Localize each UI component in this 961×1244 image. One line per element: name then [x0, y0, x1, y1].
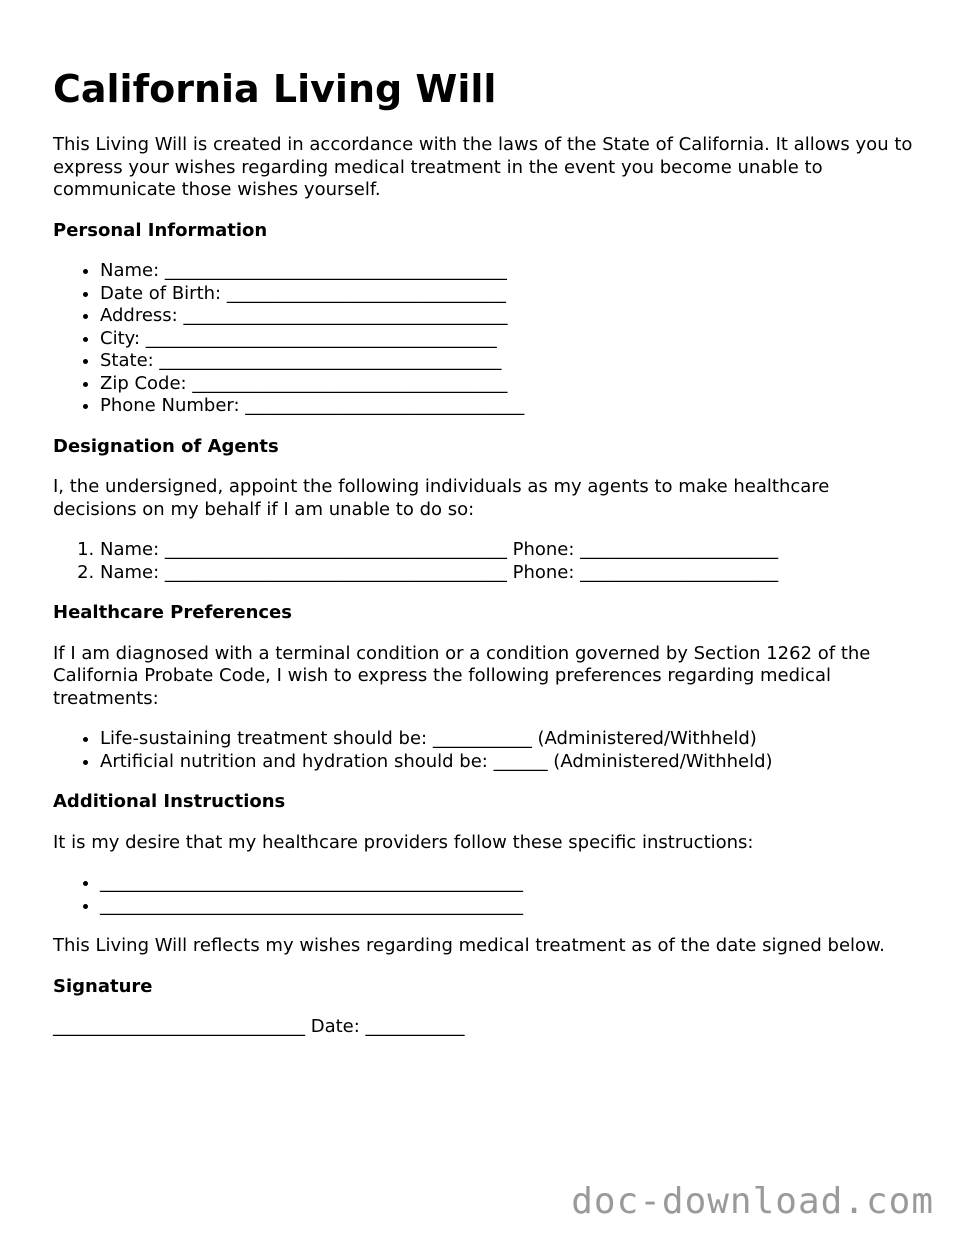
personal-information-list: [53, 260, 913, 418]
intro-paragraph: This Living Will is created in accordance with the laws of the State of California. It allows you to express your wishes regarding medical treatment in the event you become unable to communicate those wishes yourself.: [53, 134, 913, 200]
page-title: California Living Will: [53, 67, 497, 111]
additional-instructions-heading: Additional Instructions: [53, 791, 286, 812]
instruction-line-2: • _______________________________________________: [100, 895, 913, 918]
closing-paragraph: This Living Will reflects my wishes regarding medical treatment as of the date signed below.: [53, 935, 885, 956]
designation-of-agents-heading: Designation of Agents: [53, 435, 279, 457]
watermark: doc-download.com: [571, 1181, 934, 1222]
phone-number-field: • Phone Number: _______________________________: [100, 395, 913, 418]
instruction-line-1: • _______________________________________________: [100, 872, 913, 895]
additional-instructions-list: [53, 872, 913, 917]
signature-date-line: ____________________________ Date: ___________: [53, 1016, 465, 1037]
agents-paragraph: I, the undersigned, appoint the following individuals as my agents to make healthcare decisions on my behalf if I am unable to do so:: [53, 476, 830, 520]
zip-code-field: • Zip Code: ___________________________________: [100, 373, 913, 396]
artificial-nutrition-field: • Artificial nutrition and hydration should be: ______ (Administered/Withheld): [100, 751, 913, 774]
agent-2-field: 2. Name: ______________________________________ Phone: ______________________: [100, 562, 913, 585]
healthcare-preferences-list: [53, 728, 913, 773]
healthcare-paragraph: If I am diagnosed with a terminal condition or a condition governed by Section 1262 of the California Probate Code, I wish to express the following preferences regarding medical treatments:: [53, 642, 871, 709]
life-sustaining-treatment-field: • Life-sustaining treatment should be: ___________ (Administered/Withheld): [100, 728, 913, 751]
agents-list: [53, 539, 913, 584]
personal-information-heading: Personal Information: [53, 219, 268, 241]
name-field: • Name: ______________________________________: [100, 260, 913, 283]
healthcare-preferences-heading: Healthcare Preferences: [53, 602, 292, 623]
state-field: • State: ______________________________________: [100, 350, 913, 373]
document-page: [53, 66, 913, 1039]
date-of-birth-field: • Date of Birth: _______________________________: [100, 283, 913, 306]
address-field: • Address: ____________________________________: [100, 305, 913, 328]
city-field: • City: _______________________________________: [100, 328, 913, 351]
additional-instructions-paragraph: It is my desire that my healthcare providers follow these specific instructions:: [53, 831, 754, 853]
signature-heading: Signature: [53, 975, 153, 997]
agent-1-field: 1. Name: ______________________________________ Phone: ______________________: [100, 539, 913, 562]
